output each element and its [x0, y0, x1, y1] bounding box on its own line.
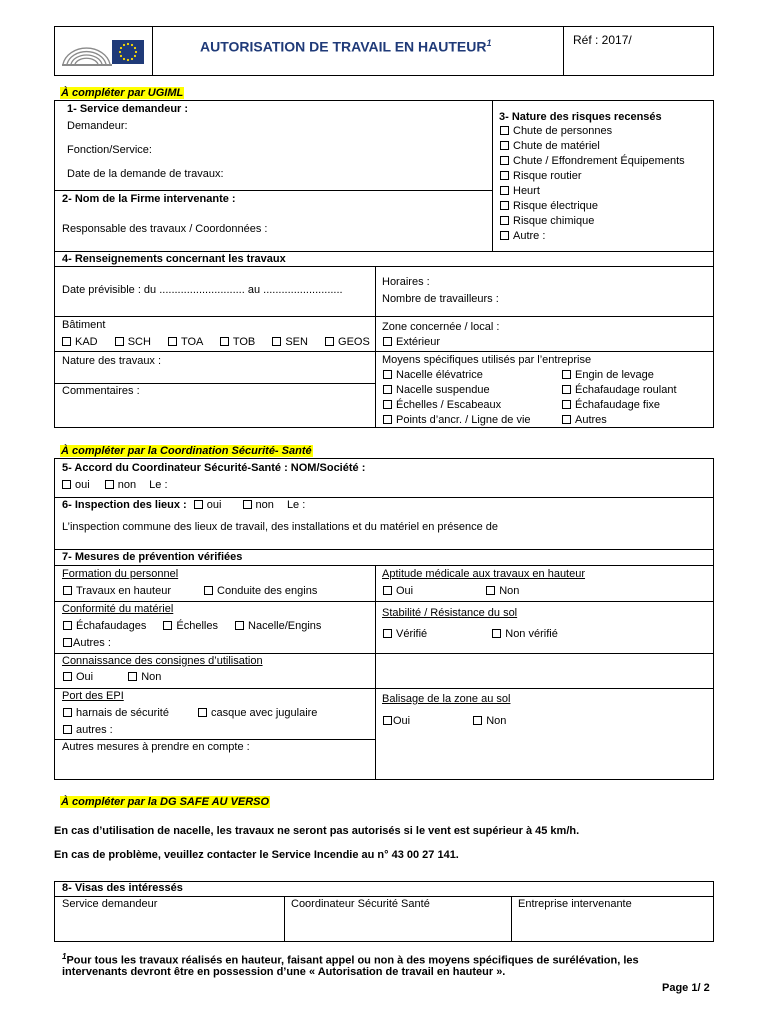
moyen-item[interactable]: Échelles / Escabeaux — [383, 399, 501, 412]
risque-item[interactable]: Risque routier — [500, 170, 581, 183]
moyens-label: Moyens spécifiques utilisés par l’entreprise — [382, 354, 592, 366]
checkbox[interactable] — [500, 216, 509, 225]
checkbox[interactable] — [562, 415, 571, 424]
section-banner-ugiml: À compléter par UGIML — [61, 87, 184, 99]
horaires-field[interactable]: Horaires : — [382, 276, 430, 288]
risque-item[interactable]: Chute de matériel — [500, 140, 600, 153]
checkbox[interactable] — [562, 370, 571, 379]
moyen-item[interactable]: Échafaudage roulant — [562, 384, 677, 397]
checkbox[interactable] — [383, 415, 392, 424]
checkbox[interactable] — [492, 629, 501, 638]
casque-option[interactable]: casque avec jugulaire — [198, 707, 317, 719]
checkbox[interactable] — [220, 337, 229, 346]
non-option[interactable]: Non — [486, 585, 519, 597]
conformite-label: Conformité du matériel — [62, 603, 174, 615]
risque-item[interactable]: Autre : — [500, 230, 545, 243]
warning-contact: En cas de problème, veuillez contacter le Service Incendie au n° 43 00 27 141. — [54, 849, 459, 861]
checkbox[interactable] — [62, 337, 71, 346]
checkbox[interactable] — [383, 337, 392, 346]
oui-option[interactable]: Oui — [383, 715, 410, 727]
title-footnote-mark: 1 — [486, 38, 492, 48]
non-option[interactable]: Non — [473, 715, 506, 727]
checkbox[interactable] — [500, 126, 509, 135]
harnais-option[interactable]: harnais de sécurité — [63, 707, 169, 719]
footnote-line1: $^1$Pour tous les travaux réalisés en hauteur, faisant appel ou non à des moyens spécifiques de surélévation, les — [62, 952, 639, 967]
checkbox[interactable] — [198, 708, 207, 717]
moyen-item[interactable]: Échafaudage fixe — [562, 399, 660, 412]
checkbox[interactable] — [500, 141, 509, 150]
checkbox[interactable] — [500, 201, 509, 210]
checkbox[interactable] — [486, 586, 495, 595]
conformite-options — [63, 620, 321, 633]
formation-label: Formation du personnel — [62, 568, 179, 580]
checkbox[interactable] — [325, 337, 334, 346]
checkbox[interactable] — [163, 621, 172, 630]
batiment-option[interactable]: SCH — [115, 336, 151, 348]
risque-item[interactable]: Heurt — [500, 185, 540, 198]
oui-option[interactable]: Oui — [63, 671, 93, 683]
risque-item[interactable]: Chute / Effondrement Équipements — [500, 155, 685, 168]
responsable-field[interactable]: Responsable des travaux / Coordonnées : — [62, 223, 268, 235]
checkbox[interactable] — [168, 337, 177, 346]
section-banner-css: À compléter par la Coordination Sécurité- Santé — [61, 445, 312, 457]
section-banner-dg: À compléter par la DG SAFE AU VERSO — [61, 796, 270, 808]
s7-title: 7- Mesures de prévention vérifiées — [62, 551, 243, 563]
s4-title: 4- Renseignements concernant les travaux — [62, 253, 286, 265]
checkbox[interactable] — [383, 716, 392, 725]
travaux-hauteur-option[interactable]: Travaux en hauteur — [63, 585, 171, 597]
checkbox[interactable] — [63, 638, 72, 647]
le-field[interactable]: Le : — [149, 479, 168, 491]
parliament-logo — [60, 34, 146, 70]
epi-options — [63, 707, 317, 720]
oui-option[interactable]: oui — [62, 479, 90, 491]
batiment-option[interactable]: KAD — [62, 336, 98, 348]
epi-autres-option[interactable]: autres : — [63, 724, 113, 737]
autres-mesures-field[interactable]: Autres mesures à prendre en compte : — [62, 741, 250, 753]
checkbox[interactable] — [383, 400, 392, 409]
checkbox[interactable] — [63, 708, 72, 717]
checkbox[interactable] — [562, 385, 571, 394]
oui-option[interactable]: oui — [194, 499, 222, 511]
batiment-label: Bâtiment — [62, 319, 106, 331]
risque-item[interactable]: Risque électrique — [500, 200, 598, 213]
page-title: AUTORISATION DE TRAVAIL EN HAUTEUR$^1$ — [200, 38, 492, 55]
formation-options — [63, 585, 317, 598]
non-option[interactable]: non — [243, 499, 274, 511]
checkbox[interactable] — [383, 385, 392, 394]
consignes-label: Connaissance des consignes d’utilisation — [62, 655, 263, 667]
inspection-text: L’inspection commune des lieux de travail, des installations et du matériel en présence de — [62, 521, 498, 533]
port-epi-label: Port des EPI — [62, 690, 124, 702]
echafaudages-option[interactable]: Échafaudages — [63, 620, 146, 632]
checkbox[interactable] — [383, 629, 392, 638]
s6-title: 6- Inspection des lieux : — [62, 499, 187, 511]
batiment-option[interactable]: GEOS — [325, 336, 370, 348]
non-option[interactable]: non — [105, 479, 136, 491]
checkbox[interactable] — [63, 725, 72, 734]
checkbox[interactable] — [235, 621, 244, 630]
date-previsible-field[interactable]: Date prévisible : du ............................ au .......................... — [62, 284, 343, 296]
s3-title: 3- Nature des risques recensés — [499, 111, 662, 123]
visa-coordinateur[interactable]: Coordinateur Sécurité Santé — [291, 898, 430, 910]
checkbox[interactable] — [272, 337, 281, 346]
checkbox[interactable] — [243, 500, 252, 509]
nature-travaux-field[interactable]: Nature des travaux : — [62, 355, 162, 367]
moyen-item[interactable]: Nacelle suspendue — [383, 384, 490, 397]
demandeur-field[interactable]: Demandeur: — [67, 120, 128, 132]
page-number: Page 1/ 2 — [662, 982, 710, 994]
checkbox[interactable] — [473, 716, 482, 725]
consignes-options — [63, 671, 161, 684]
nacelle-option[interactable]: Nacelle/Engins — [235, 620, 321, 632]
moyen-item[interactable]: Autres — [562, 414, 607, 427]
date-demande-field[interactable]: Date de la demande de travaux: — [67, 168, 224, 180]
checkbox[interactable] — [63, 586, 72, 595]
batiment-option[interactable]: TOA — [168, 336, 203, 348]
footnote-line2: intervenants devront être en possession d’une « Autorisation de travail en hauteur ». — [62, 966, 506, 978]
checkbox[interactable] — [500, 186, 509, 195]
moyen-item[interactable]: Points d’ancr. / Ligne de vie — [383, 414, 531, 427]
nb-travailleurs-field[interactable]: Nombre de travailleurs : — [382, 293, 499, 305]
s6-row — [62, 499, 305, 512]
stabilite-label: Stabilité / Résistance du sol — [382, 607, 518, 619]
checkbox[interactable] — [500, 156, 509, 165]
checkbox[interactable] — [500, 231, 509, 240]
checkbox[interactable] — [63, 621, 72, 630]
checkbox[interactable] — [383, 370, 392, 379]
header-divider-left — [152, 26, 153, 76]
checkbox[interactable] — [63, 672, 72, 681]
warning-wind: En cas d’utilisation de nacelle, les travaux ne seront pas autorisés si le vent est supérieur à 45 km/h. — [54, 825, 580, 837]
checkbox[interactable] — [105, 480, 114, 489]
balisage-label: Balisage de la zone au sol — [382, 693, 511, 705]
checkbox[interactable] — [562, 400, 571, 409]
non-option[interactable]: Non — [128, 671, 161, 683]
risque-item[interactable]: Risque chimique — [500, 215, 594, 228]
checkbox[interactable] — [383, 586, 392, 595]
checkbox[interactable] — [128, 672, 137, 681]
s1-title: 1- Service demandeur : — [67, 103, 189, 115]
checkbox[interactable] — [115, 337, 124, 346]
reference: Réf : 2017/ — [573, 33, 632, 47]
aptitude-label: Aptitude médicale aux travaux en hauteur — [382, 568, 586, 580]
conduite-option[interactable]: Conduite des engins — [204, 585, 317, 597]
footnote-mark: 1 — [62, 952, 67, 961]
batiment-option[interactable]: SEN — [272, 336, 308, 348]
autres-option[interactable]: Autres : — [63, 637, 111, 650]
oui-option[interactable]: Oui — [383, 585, 413, 597]
zone-field[interactable]: Zone concernée / local : — [382, 321, 500, 333]
moyen-item[interactable]: Nacelle élévatrice — [383, 369, 483, 382]
batiment-options — [62, 336, 370, 349]
visa-service-demandeur[interactable]: Service demandeur — [62, 898, 158, 910]
aptitude-options — [383, 585, 519, 598]
s5-options — [62, 479, 168, 492]
fonction-field[interactable]: Fonction/Service: — [67, 144, 152, 156]
le-field[interactable]: Le : — [286, 499, 306, 511]
s8-title: 8- Visas des intéressés — [62, 882, 183, 894]
checkbox[interactable] — [204, 586, 213, 595]
non-verifie-option[interactable]: Non vérifié — [492, 628, 558, 640]
checkbox[interactable] — [62, 480, 71, 489]
batiment-option[interactable]: TOB — [220, 336, 255, 348]
header-divider-right — [563, 26, 564, 76]
echelles-option[interactable]: Échelles — [163, 620, 218, 632]
risque-item[interactable]: Chute de personnes — [500, 125, 612, 138]
s5-title: 5- Accord du Coordinateur Sécurité-Santé : NOM/Société : — [62, 462, 366, 474]
commentaires-field[interactable]: Commentaires : — [62, 385, 140, 397]
balisage-options — [383, 715, 506, 728]
stabilite-options — [383, 628, 558, 641]
moyen-item[interactable]: Engin de levage — [562, 369, 654, 382]
checkbox[interactable] — [194, 500, 203, 509]
exterieur-option[interactable]: Extérieur — [383, 336, 440, 349]
visa-entreprise[interactable]: Entreprise intervenante — [518, 898, 632, 910]
s2-title: 2- Nom de la Firme intervenante : — [62, 193, 236, 205]
verifie-option[interactable]: Vérifié — [383, 628, 427, 640]
checkbox[interactable] — [500, 171, 509, 180]
